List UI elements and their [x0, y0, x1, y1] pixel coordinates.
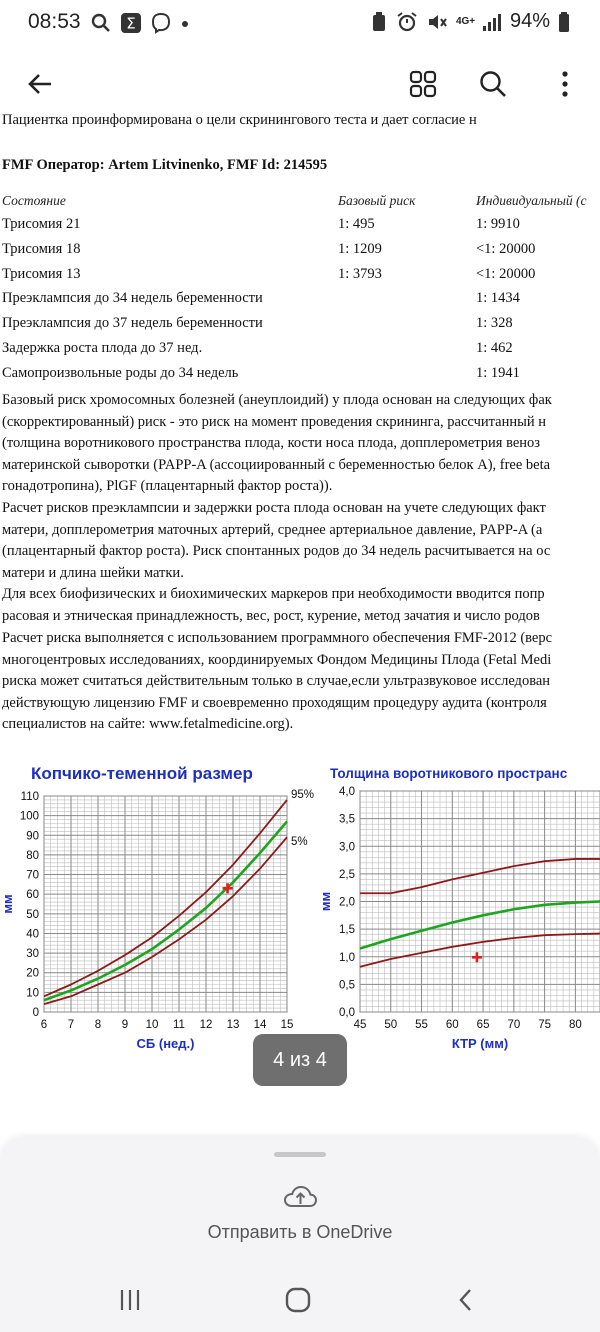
y-tick-label: 3,0: [339, 841, 355, 854]
more-options-button[interactable]: [545, 64, 585, 104]
y-tick-label: 0: [32, 1007, 39, 1019]
cut-top-line: Пациентка проинформирована о цели скринингового теста и дает согласие н: [2, 112, 477, 128]
table-cell: Задержка роста плода до 37 нед.: [2, 340, 203, 356]
svg-text:Σ: Σ: [126, 14, 136, 33]
x-tick-label: 45: [353, 1019, 367, 1031]
paragraph-software: [2, 628, 600, 736]
table-header-individual-risk: Индивидуальный (с: [476, 193, 587, 208]
y-tick-label: 0,5: [339, 979, 355, 992]
table-cell: <1: 20000: [476, 265, 536, 282]
table-cell: 1: 495: [338, 216, 375, 232]
table-header-base-risk: Базовый риск: [338, 193, 416, 208]
x-tick-label: 60: [445, 1019, 459, 1031]
battery-icon: [558, 11, 570, 33]
table-cell: Трисомия 21: [2, 216, 81, 232]
table-cell: 1: 1434: [476, 290, 520, 307]
table-cell: 1: 1941: [476, 364, 520, 381]
table-header-condition: Состояние: [2, 193, 66, 208]
recent-apps-icon: [117, 1287, 143, 1313]
operator-line: FMF Оператор: Artem Litvinenko, FMF Id: 214595: [2, 157, 328, 173]
x-tick-label: 6: [40, 1019, 48, 1031]
y-tick-label: 100: [19, 810, 39, 823]
x-tick-label: 55: [415, 1019, 428, 1031]
paragraph-line: гонадотропина), PlGF (плацентарный фактор роста)).: [2, 478, 333, 495]
x-axis-label: СБ (нед.): [136, 1036, 195, 1051]
x-tick-label: 14: [253, 1019, 267, 1031]
table-cell: <1: 20000: [476, 240, 536, 257]
onedrive-label: Отправить в OneDrive: [207, 1222, 393, 1242]
paragraph-line: действующую лицензию FMF и своевременно проходящим процедуру аудита (контроля: [2, 694, 547, 711]
chevron-left-icon: [455, 1287, 477, 1313]
battery-level: 94%: [509, 10, 550, 32]
y-tick-label: 50: [26, 908, 39, 921]
chart1-title: Копчико-теменной размер: [31, 764, 253, 783]
home-icon: [284, 1286, 312, 1314]
series-label: 5%: [291, 836, 308, 849]
y-tick-label: 4,0: [339, 786, 355, 798]
paragraph-line: специалистов на сайте: www.fetalmedicine.org).: [2, 716, 294, 733]
table-cell: 1: 328: [476, 315, 513, 332]
y-tick-label: 1,5: [339, 924, 355, 937]
y-axis-label: мм: [0, 894, 15, 914]
status-bar: [0, 0, 600, 46]
y-tick-label: 3,5: [339, 813, 355, 826]
sigma-app-icon: [120, 12, 142, 34]
system-nav-bar: [0, 1270, 600, 1332]
table-cell: Самопроизвольные роды до 34 недель: [2, 364, 239, 381]
paragraph-line: многоцентровых исследованиях, координируемых Фондом Медицины Плода (Fetal Medi: [2, 651, 552, 668]
x-tick-label: 8: [94, 1019, 102, 1031]
table-cell: Преэклампсия до 34 недель беременности: [2, 290, 263, 307]
y-tick-label: 2,5: [339, 868, 355, 881]
y-tick-label: 70: [26, 869, 39, 882]
x-tick-label: 75: [538, 1019, 552, 1031]
crl-chart: [0, 786, 330, 1056]
dot-icon: [180, 12, 190, 34]
table-cell: Преэклампсия до 37 недель беременности: [2, 315, 263, 332]
notification-icons: [90, 12, 190, 34]
y-axis-label: мм: [318, 891, 333, 912]
table-cell: 1: 462: [476, 340, 513, 356]
paragraph-line: Расчет рисков преэклампсии и задержки роста плода основан на учете следующих факт: [2, 499, 546, 516]
paragraph-line: матери и длина шейки матки.: [2, 564, 184, 581]
x-axis-label: КТР (мм): [451, 1036, 509, 1051]
paragraph-line: Для всех биофизических и биохимических маркеров при необходимости вводится попр: [2, 586, 545, 603]
grid-view-button[interactable]: [403, 64, 443, 104]
x-tick-label: 70: [507, 1019, 521, 1031]
paragraph-line: Базовый риск хромосомных болезней (анеуплоидий) у плода основан на следующих фак: [2, 392, 552, 408]
recycle-icon: [370, 11, 388, 33]
more-vertical-icon: [560, 69, 570, 99]
cloud-upload-icon: [283, 1184, 317, 1210]
x-tick-label: 65: [476, 1019, 490, 1031]
table-cell: Трисомия 13: [2, 265, 81, 282]
y-tick-label: 110: [20, 791, 39, 803]
paragraph-line: матери, допплерометрия маточных артерий, среднее артериальное давление, PAPP-A (а: [2, 521, 543, 538]
nt-chart: [318, 786, 600, 1056]
table-cell: 1: 1209: [338, 240, 382, 257]
mute-icon: [426, 11, 448, 33]
paragraph-line: Расчет риска выполняется с использованием программного обеспечения FMF-2012 (верс: [2, 630, 553, 646]
home-button[interactable]: [273, 1278, 323, 1322]
page-indicator: 4 из 4: [253, 1034, 347, 1086]
x-tick-label: 80: [568, 1019, 582, 1031]
x-tick-label: 13: [226, 1019, 240, 1031]
y-tick-label: 2,0: [339, 896, 355, 909]
paragraph-line: (скорректированный) риск - это риск на момент проведения скрининга, рассчитанный н: [2, 413, 546, 430]
recent-apps-button[interactable]: [105, 1278, 155, 1322]
document-page[interactable]: [0, 110, 600, 1140]
x-tick-label: 50: [384, 1019, 398, 1031]
alarm-icon: [396, 11, 418, 33]
x-tick-label: 11: [173, 1019, 185, 1031]
sheet-drag-handle[interactable]: [274, 1152, 326, 1157]
y-tick-label: 0,0: [339, 1007, 355, 1019]
x-tick-label: 15: [280, 1019, 294, 1031]
grid-icon: [408, 69, 438, 99]
x-tick-label: 7: [67, 1019, 75, 1031]
y-tick-label: 40: [26, 928, 39, 941]
network-type: 4G+: [455, 15, 476, 27]
paragraph-risk-basis: [2, 390, 600, 628]
x-tick-label: 10: [145, 1019, 159, 1031]
y-tick-label: 90: [26, 830, 39, 843]
status-right: [370, 10, 570, 33]
back-arrow-icon: [26, 70, 54, 98]
y-tick-label: 30: [26, 948, 39, 961]
search-button[interactable]: [473, 64, 513, 104]
app-bar: [0, 52, 600, 116]
paragraph-line: (толщина воротникового пространства плода, кости носа плода, допплерометрия веноз: [2, 435, 541, 452]
nav-back-button[interactable]: [441, 1278, 491, 1322]
table-cell: Трисомия 18: [2, 240, 81, 257]
paragraph-line: риска может считаться действительным только в случае,если ультразвуковое исследован: [2, 673, 551, 690]
chart2-title: Толщина воротникового пространс: [330, 766, 568, 781]
table-cell: 1: 9910: [476, 216, 520, 232]
paragraph-line: (плацентарный фактор роста). Риск спонтанных родов до 34 недель расчитывается на ос: [2, 543, 551, 560]
status-time: 08:53: [28, 10, 81, 33]
y-tick-label: 1,0: [339, 951, 355, 964]
y-tick-label: 20: [26, 967, 39, 980]
series-label: 95%: [291, 788, 315, 801]
search-notification-icon: [90, 12, 112, 34]
back-button[interactable]: [20, 64, 60, 104]
search-icon: [478, 69, 508, 99]
y-tick-label: 10: [26, 987, 39, 1000]
viber-icon: [150, 12, 172, 34]
table-cell: 1: 3793: [338, 265, 382, 282]
paragraph-line: расовая и этническая принадлежность, вес, рост, курение, метод зачатия и число родов: [2, 607, 540, 624]
y-tick-label: 80: [26, 849, 39, 862]
x-tick-label: 9: [121, 1019, 129, 1031]
y-tick-label: 60: [26, 889, 39, 902]
paragraph-line: материнской сыворотки (PAPP-A (ассоциированный с беременностью белок А), free beta: [2, 456, 551, 473]
onedrive-button[interactable]: [0, 1184, 600, 1254]
x-tick-label: 12: [199, 1019, 213, 1031]
signal-icon: [482, 12, 502, 32]
